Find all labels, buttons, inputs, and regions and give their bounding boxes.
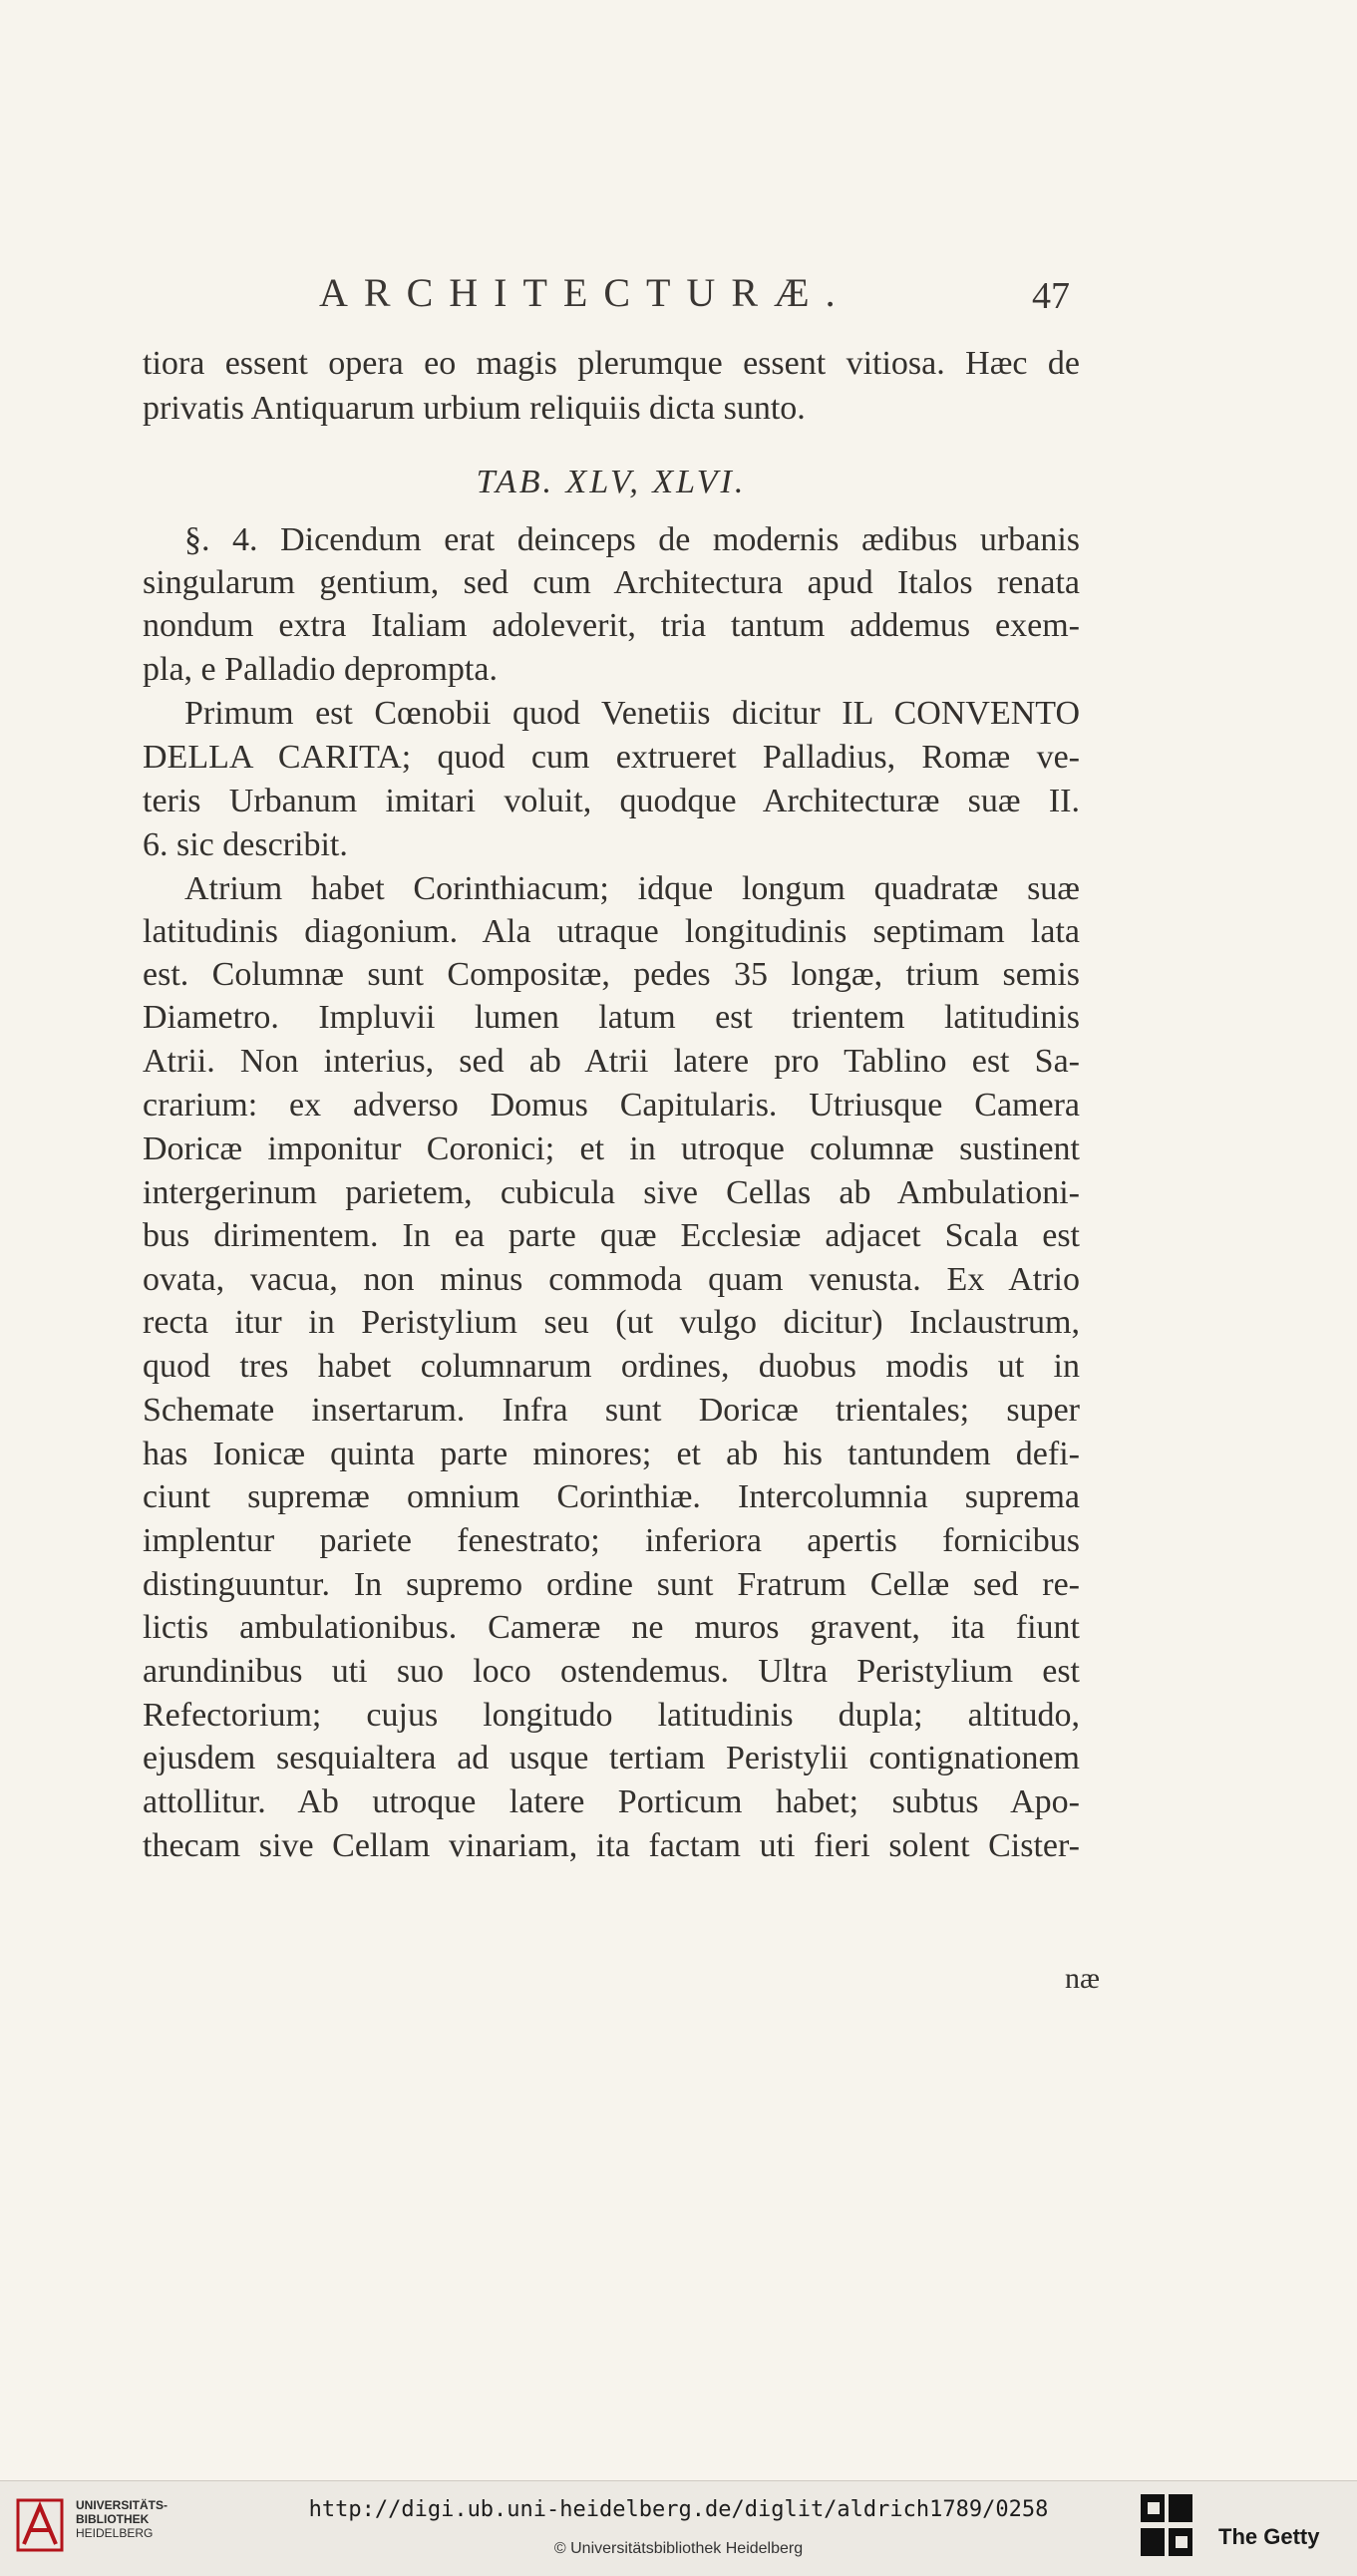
text-line: Doricæ imponitur Coronici; et in utroque columnæ sustinent [143, 1130, 1080, 1167]
text-line: Primum est Cœnobii quod Venetiis dicitur IL CONVENTO [184, 695, 1080, 732]
text-line: DELLA CARITA; quod cum extrueret Palladius, Romæ ve- [143, 739, 1080, 776]
text-line: Refectorium; cujus longitudo latitudinis dupla; altitudo, [143, 1697, 1080, 1734]
text-line: thecam sive Cellam vinariam, ita factam uti fieri solent Cister- [143, 1827, 1080, 1864]
library-name-line: UNIVERSITÄTS- [76, 2498, 169, 2512]
library-name-line: BIBLIOTHEK [76, 2512, 150, 2526]
text-line: has Ionicæ quinta parte minores; et ab his tantundem defi- [143, 1436, 1080, 1472]
text-line: crarium: ex adverso Domus Capitularis. Utriusque Camera [143, 1087, 1080, 1124]
text-line: recta itur in Peristylium seu (ut vulgo dicitur) Inclaustrum, [143, 1304, 1080, 1341]
text-line: ciunt supremæ omnium Corinthiæ. Intercolumnia suprema [143, 1478, 1080, 1515]
text-line: bus dirimentem. In ea parte quæ Ecclesiæ adjacet Scala est [143, 1217, 1080, 1254]
text-line: teris Urbanum imitari voluit, quodque Architecturæ suæ II. [143, 783, 1080, 819]
text-line: singularum gentium, sed cum Architectura apud Italos renata [143, 564, 1080, 601]
text-line: tiora essent opera eo magis plerumque essent vitiosa. Hæc de [143, 345, 1080, 382]
text-line: Atrii. Non interius, sed ab Atrii latere pro Tablino est Sa- [143, 1043, 1080, 1080]
text-line: nondum extra Italiam adoleverit, tria tantum addemus exem- [143, 607, 1080, 644]
text-line: quod tres habet columnarum ordines, duobus modis ut in [143, 1348, 1080, 1385]
text-line: Diametro. Impluvii lumen latum est trientem latitudinis [143, 999, 1080, 1036]
partner-name: The Getty [1218, 2524, 1320, 2549]
getty-logo-icon [1139, 2492, 1196, 2560]
text-line: distinguuntur. In supremo ordine sunt Fratrum Cellæ sed re- [143, 1566, 1080, 1603]
text-line: Schemate insertarum. Infra sunt Doricæ trientales; super [143, 1392, 1080, 1429]
text-line: 6. sic describit. [143, 826, 348, 863]
text-line: privatis Antiquarum urbium reliquiis dicta sunto. [143, 390, 806, 427]
text-line: intergerinum parietem, cubicula sive Cellas ab Ambulationi- [143, 1174, 1080, 1211]
text-line: pla, e Palladio deprompta. [143, 651, 498, 688]
text-line: lictis ambulationibus. Cameræ ne muros gravent, ita fiunt [143, 1609, 1080, 1646]
copyright-notice: © Universitätsbibliothek Heidelberg [553, 2540, 804, 2557]
text-line: est. Columnæ sunt Compositæ, pedes 35 longæ, trium semis [143, 956, 1080, 993]
text-line: Atrium habet Corinthiacum; idque longum quadratæ suæ [184, 870, 1080, 907]
text-line: implentur pariete fenestrato; inferiora apertis fornicibus [143, 1522, 1080, 1559]
section-heading: TAB. XLV, XLVI. [476, 464, 747, 500]
text-line: §. 4. Dicendum erat deinceps de modernis ædibus urbanis [184, 521, 1080, 558]
text-line: latitudinis diagonium. Ala utraque longitudinis septimam lata [143, 913, 1080, 950]
running-title: ARCHITECTURÆ. [319, 270, 851, 315]
catchword: næ [1065, 1962, 1101, 1995]
text-line: ovata, vacua, non minus commoda quam venusta. Ex Atrio [143, 1261, 1080, 1298]
text-line: attollitur. Ab utroque latere Porticum habet; subtus Apo- [143, 1783, 1080, 1820]
text-line: ejusdem sesquialtera ad usque tertiam Peristylii contignationem [143, 1740, 1080, 1776]
library-name-line: HEIDELBERG [76, 2526, 154, 2540]
page-number: 47 [1032, 275, 1070, 317]
text-line: arundinibus uti suo loco ostendemus. Ultra Peristylium est [143, 1653, 1080, 1690]
permalink[interactable]: http://digi.ub.uni-heidelberg.de/diglit/aldrich1789/0258 [308, 2497, 1049, 2522]
